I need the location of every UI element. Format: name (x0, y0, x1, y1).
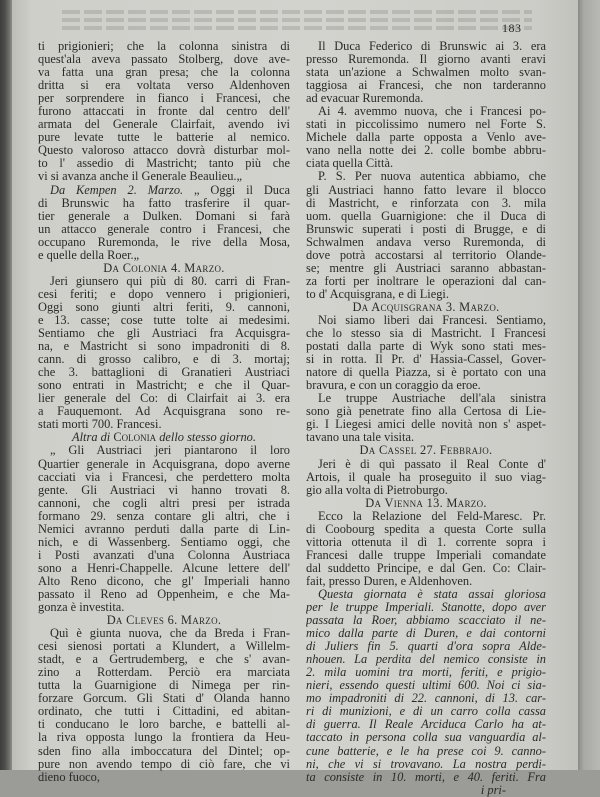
text-line: Michele dalla parte opposta a Venlo ave- (306, 131, 546, 145)
text-line: taggiosa ai Francesi, che non tarderanno (306, 79, 546, 93)
page-number: 183 (502, 21, 522, 35)
text-line: zino a Rotterdam. Perciò era marciata (38, 666, 290, 680)
text-line: forzare Gorcum. Gli Stati d' Olanda hanno (38, 692, 290, 706)
text-line: se; mentre gli Austriaci saranno abbastan- (306, 261, 546, 275)
text-line: gi. I Liegesi amici delle novità non s' aspet- (306, 418, 546, 432)
bleed-through-text (62, 6, 532, 30)
text-line: per le truppe Imperiali. Stanotte, dopo aver (306, 601, 546, 615)
text-line: vi si avanza anche il Generale Beaulieu.„ (38, 170, 242, 184)
text-line: Quartier generale in Acquisgrana, dopo averne (38, 457, 290, 471)
text-line: che lo stesso sia di Mastricht. I Francesi (306, 327, 546, 341)
text-line: la riva opposta lungo la frontiera da Heu- (38, 731, 290, 745)
text-line: Schwalmen andava verso Ruremonda, di (306, 235, 546, 249)
text-line: lier generale del Co: di Clairfait ai 3. era (38, 392, 290, 406)
text-line: tavano una tale visita. (306, 431, 415, 445)
book-page (12, 0, 578, 797)
text-line: Oggi sono giunti altri feriti, 9. cannoni, (38, 300, 290, 314)
section-heading: Da Vienna 13. Marzo. (365, 496, 487, 510)
text-line: ri di munizioni, e di un carro colla cassa (306, 705, 546, 719)
left-column (38, 40, 290, 784)
text-line: stati morti 700. Francesi. (38, 418, 162, 432)
text-line: di Mastricht, e rinforzata con 3. mila (306, 196, 546, 210)
text-line: di Brunswic ha fatto trasferire il quar- (38, 196, 290, 210)
text-line: Jeri è di quì passato il Real Conte d' (318, 457, 546, 471)
text-line: passato il Reno ad Oppenheim, e che Ma- (38, 587, 290, 601)
text-line: gente. Gli Austriaci vi hanno trovati 8. (38, 483, 290, 497)
text-line: cacciati via i Francesi, che perdettero molta (38, 470, 290, 484)
text-line: ti prigionieri; che la colonna sinistra di (38, 40, 290, 53)
text-line: dritta si era voltata verso Aldenhoven (38, 79, 290, 93)
text-line: natore di quella Piazza, si è portato con una (306, 366, 546, 380)
text-line: i Posti avanzati d'una Colonna Austriaca (38, 548, 290, 562)
text-line: vittoria ottenuta il dì 1. corrente sopra i (306, 535, 546, 549)
text-line: Sentiamo che gli Austriaci fra Acquisgra- (38, 327, 290, 341)
text-line: quest'ala aveva passato Stolberg, dove ave- (38, 53, 290, 67)
section-heading: Da Colonia 4. Marzo. (103, 261, 225, 275)
text-line: sono già penetrate fino alla Certosa di Lie- (306, 405, 546, 419)
text-line: Da Kempen 2. Marzo. „ Oggi il Duca (50, 183, 290, 197)
text-line: ni, che vi si trovavano. La nostra perdi- (306, 757, 546, 771)
text-line: pure levate tutte le batterie al nemico. (38, 131, 290, 145)
text-line: sden fino alla imboccatura del Dintel; op- (38, 744, 290, 758)
text-line: dal suddetto Principe, e dal Gen. Co: Clair- (306, 561, 546, 575)
text-line: na, e Mastricht si sono impadroniti di 8. (38, 340, 290, 354)
text-line: mo impadroniti di 22. cannoni, di 13. car- (306, 692, 546, 706)
text-line: bravura, e con un coraggio da eroe. (306, 379, 481, 393)
text-line: Questo valoroso attacco dovrà disturbar mol- (38, 144, 290, 158)
text-line: Ai 4. avemmo nuova, che i Francesi po- (318, 105, 546, 119)
text-line: cune batterie, e le ha prese coi 9. canno- (306, 744, 546, 758)
text-line: a Fauquemont. Ad Acquisgrana sono re- (38, 405, 290, 419)
text-line: di Coobourg spedita a questa Corte sulla (306, 522, 546, 536)
text-line: cann. di grosso calibro, e di 3. mortaj; (38, 353, 290, 367)
text-line: sono entrati in Mastricht; e che il Quar- (38, 379, 290, 393)
text-line: ad evacuar Ruremonda. (306, 92, 424, 106)
text-line: e 13. casse; cose tutte tolte ai medesimi. (38, 313, 290, 327)
text-line: Francesi dalle truppe Imperiali comandate (306, 548, 546, 562)
text-line: cesi feriti; e dopo vennero i prigionieri, (38, 287, 290, 301)
text-line: formano 29. senza contare gli altri, che i (38, 509, 290, 523)
text-line: stata un'azione a Schwalmen molto svan- (306, 66, 546, 80)
text-line: Noi siamo liberi dai Francesi. Sentiamo, (318, 313, 546, 327)
text-line: cannoni, che cogli altri presi per istrada (38, 496, 290, 510)
text-line: nich, e di Wassenberg. Sentiamo oggi, che (38, 535, 290, 549)
text-line: taccato in persona colla sua vanguardia al- (306, 731, 546, 745)
section-heading: Altra di Colonia dello stesso giorno. (72, 431, 256, 445)
text-line: tier generale a Dulken. Domani si farà (38, 209, 290, 223)
text-line: pure non avendo tempo di ciò fare, che vi (38, 757, 290, 771)
text-line: gonza è investita. (38, 601, 125, 615)
text-line: uom. quella Guarnigione: che il Duca di (306, 209, 546, 223)
text-line: armata del Generale Clairfait, avendo ivi (38, 118, 290, 132)
text-line: gio alla volta di Pietroburgo. (306, 483, 448, 497)
text-line: Quì è giunta nuova, che da Breda i Fran- (50, 627, 290, 641)
text-line: za forti per inoltrare le operazioni dal can- (306, 274, 546, 288)
text-line: tutta la Guarnigione di Nimega per rin- (38, 679, 290, 693)
text-line: e quelle della Roer.„ (38, 248, 140, 262)
text-line: che 3. battaglioni di Granatieri Austriaci (38, 366, 290, 380)
text-line: Jeri giunsero qui più di 80. carri di Fran- (50, 274, 290, 288)
text-line: „ Gli Austriaci jeri piantarono il loro (50, 444, 290, 458)
text-line: to l' assedio di Mastricht; tanto più che (38, 157, 290, 171)
text-line: gli Austriaci hanno fatto levare il blocco (306, 183, 546, 197)
text-line: sono a Henri-Chappelle. Alcune lettere dell' (38, 561, 290, 575)
text-line: passata la Roer, abbiamo scacciato il ne- (306, 614, 546, 628)
text-line: nhouen. La perdita del nemico consiste in (306, 653, 546, 667)
text-line: si in rotta. Il Pr. d' Hassia-Cassel, Gover- (306, 353, 546, 367)
text-line: dieno fuoco, (38, 770, 100, 784)
text-line: ciata quella Città. (306, 157, 394, 171)
text-line: occupano Ruremonda, le rive della Mosa, (38, 235, 290, 249)
text-line: va fatta una gran presa; che la colonna (38, 66, 290, 80)
text-line: i pri- (480, 783, 506, 797)
text-line: cesi sienosi portati a Klundert, a Willelm- (38, 640, 290, 654)
text-line: per sorprendere in fianco i Francesi, che (38, 92, 290, 106)
text-line: Alto Reno dicono, che gl' Imperiali hanno (38, 574, 290, 588)
text-line: ordinato, che tutti i Cittadini, ed abitan- (38, 705, 290, 719)
text-line: un attacco generale contro i Francesi, che (38, 222, 290, 236)
text-line: Brunswic superati i posti di Brugge, e di (306, 222, 546, 236)
text-line: stati in piccolissimo numero nel Forte S. (306, 118, 546, 132)
right-column (306, 40, 546, 797)
text-line: ti conducano le loro barche, e battelli al- (38, 718, 290, 732)
book-binding-edge (0, 0, 12, 770)
section-heading: Da Cassel 27. Febbrajo. (359, 444, 493, 458)
text-line: postati dalla parte di Wyk sono stati mes- (306, 340, 546, 354)
text-line: nieri, essendo questi ultimi 600. Noi ci sia- (306, 679, 546, 693)
text-line: fait, presso Duren, e Aldenhoven. (306, 574, 473, 588)
text-line: Il Duca Federico di Brunswic ai 3. era (318, 40, 546, 53)
text-line: to d' Acquisgrana, e di Liegi. (306, 287, 449, 301)
text-line: furono attaccati in fronte dal centro dell' (38, 105, 290, 119)
text-line: Le truppe Austriache dell'ala sinistra (318, 392, 546, 406)
text-line: mico dalla parte di Duren, e dai contorni (306, 627, 546, 641)
text-line: presso Ruremonda. Il giorno avanti eravi (306, 53, 546, 67)
text-line: dove potrà accostarsi al territorio Olande- (306, 248, 546, 262)
text-line: vano nella notte dei 2. colle bombe abbru- (306, 144, 546, 158)
text-line: Nemici avranno perduti dalla parte di Lin- (38, 522, 290, 536)
text-line: di Juliers fin 5. quarti d'ora sopra Alde- (306, 640, 546, 654)
section-heading: Da Acquisgrana 3. Marzo. (352, 300, 500, 314)
text-line: Ecco la Relazione del Feld-Maresc. Pr. (318, 509, 546, 523)
text-line: P. S. Per nuova autentica abbiamo, che (318, 170, 546, 184)
text-line: 2. mila uomini tra morti, feriti, e prigio- (306, 666, 546, 680)
adjacent-page-edge (578, 0, 600, 770)
section-heading: Da Cleves 6. Marzo. (106, 614, 222, 628)
text-line: stadt, e a Gertrudemberg, e che s' avan- (38, 653, 290, 667)
text-line: Questa giornata è stata assai gloriosa (318, 587, 546, 601)
text-line: Artois, il quale ha proseguito il suo viag- (306, 470, 546, 484)
text-line: di guerra. Il Reale Arciduca Carlo ha at- (306, 718, 546, 732)
text-line: ta consiste in 10. morti, e 40. feriti. Fra (306, 770, 546, 784)
